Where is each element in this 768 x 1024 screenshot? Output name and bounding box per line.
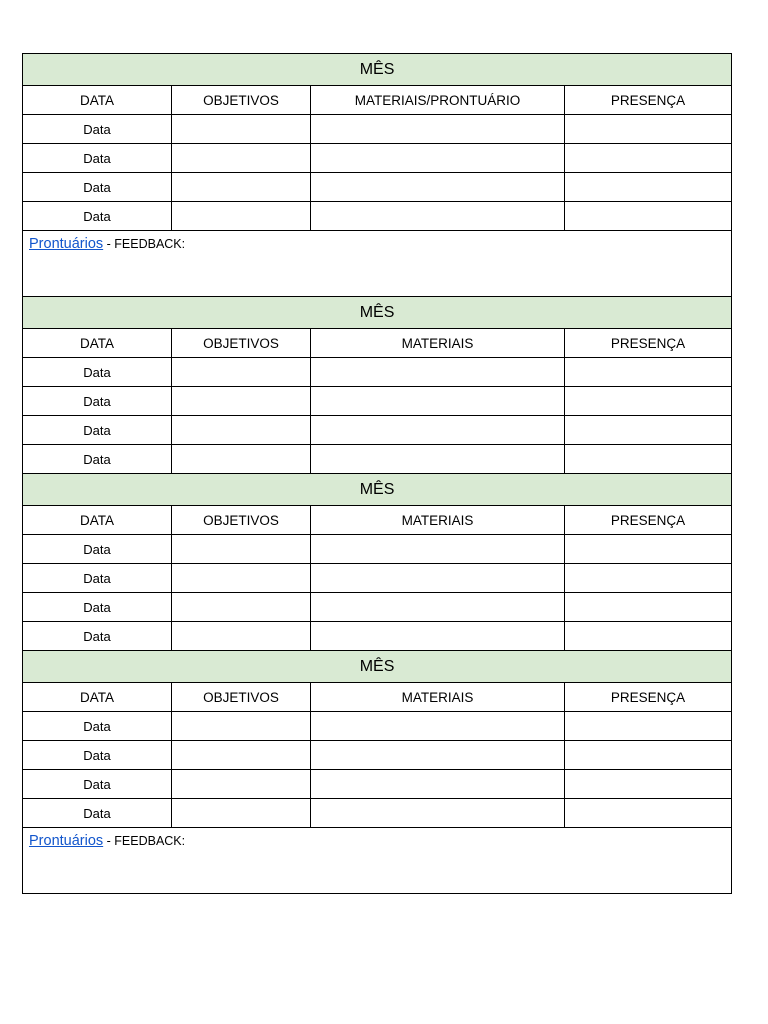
column-header-presenca: PRESENÇA [565, 506, 732, 535]
table-row [23, 770, 732, 799]
cell-data[interactable]: Data [23, 387, 172, 416]
cell-materiais[interactable] [311, 387, 565, 416]
cell-materiais[interactable] [311, 202, 565, 231]
cell-data[interactable]: Data [23, 741, 172, 770]
cell-presenca[interactable] [565, 622, 732, 651]
cell-objetivos[interactable] [172, 593, 311, 622]
cell-data[interactable]: Data [23, 593, 172, 622]
cell-materiais[interactable] [311, 416, 565, 445]
cell-objetivos[interactable] [172, 445, 311, 474]
cell-data[interactable]: Data [23, 115, 172, 144]
cell-materiais[interactable] [311, 445, 565, 474]
column-header-row [23, 506, 732, 535]
table-row [23, 712, 732, 741]
feedback-row [23, 231, 732, 297]
cell-presenca[interactable] [565, 712, 732, 741]
cell-presenca[interactable] [565, 115, 732, 144]
month-title: MÊS [23, 297, 732, 329]
column-header-materiais: MATERIAIS [311, 506, 565, 535]
cell-materiais[interactable] [311, 115, 565, 144]
cell-materiais[interactable] [311, 144, 565, 173]
column-header-presenca: PRESENÇA [565, 86, 732, 115]
column-header-row [23, 329, 732, 358]
cell-materiais[interactable] [311, 593, 565, 622]
cell-presenca[interactable] [565, 202, 732, 231]
month-title: MÊS [23, 651, 732, 683]
table-row [23, 358, 732, 387]
cell-objetivos[interactable] [172, 712, 311, 741]
cell-data[interactable]: Data [23, 445, 172, 474]
table-row [23, 445, 732, 474]
attendance-sheet [22, 53, 731, 894]
cell-materiais[interactable] [311, 564, 565, 593]
column-header-objetivos: OBJETIVOS [172, 86, 311, 115]
cell-objetivos[interactable] [172, 358, 311, 387]
cell-presenca[interactable] [565, 799, 732, 828]
cell-objetivos[interactable] [172, 173, 311, 202]
table-row [23, 593, 732, 622]
cell-objetivos[interactable] [172, 115, 311, 144]
column-header-data: DATA [23, 683, 172, 712]
cell-objetivos[interactable] [172, 741, 311, 770]
cell-presenca[interactable] [565, 387, 732, 416]
column-header-materiais: MATERIAIS [311, 683, 565, 712]
cell-data[interactable]: Data [23, 535, 172, 564]
cell-data[interactable]: Data [23, 202, 172, 231]
table-row [23, 622, 732, 651]
cell-data[interactable]: Data [23, 416, 172, 445]
cell-materiais[interactable] [311, 712, 565, 741]
column-header-data: DATA [23, 329, 172, 358]
cell-materiais[interactable] [311, 741, 565, 770]
table-row [23, 416, 732, 445]
cell-objetivos[interactable] [172, 622, 311, 651]
cell-data[interactable]: Data [23, 799, 172, 828]
table-row [23, 741, 732, 770]
cell-data[interactable]: Data [23, 622, 172, 651]
column-header-materiais: MATERIAIS [311, 329, 565, 358]
cell-objetivos[interactable] [172, 535, 311, 564]
column-header-data: DATA [23, 86, 172, 115]
cell-data[interactable]: Data [23, 770, 172, 799]
table-row [23, 799, 732, 828]
feedback-cell[interactable] [23, 828, 732, 894]
column-header-row [23, 683, 732, 712]
cell-materiais[interactable] [311, 770, 565, 799]
cell-data[interactable]: Data [23, 144, 172, 173]
cell-presenca[interactable] [565, 416, 732, 445]
prontuarios-link[interactable]: Prontuários [29, 236, 104, 252]
cell-data[interactable]: Data [23, 564, 172, 593]
cell-materiais[interactable] [311, 535, 565, 564]
column-header-objetivos: OBJETIVOS [172, 683, 311, 712]
cell-presenca[interactable] [565, 358, 732, 387]
column-header-data: DATA [23, 506, 172, 535]
feedback-label: - FEEDBACK: [103, 834, 186, 848]
cell-data[interactable]: Data [23, 358, 172, 387]
cell-objetivos[interactable] [172, 202, 311, 231]
table-row [23, 202, 732, 231]
cell-materiais[interactable] [311, 622, 565, 651]
cell-presenca[interactable] [565, 593, 732, 622]
table-row [23, 115, 732, 144]
column-header-row [23, 86, 732, 115]
cell-presenca[interactable] [565, 535, 732, 564]
cell-objetivos[interactable] [172, 416, 311, 445]
cell-materiais[interactable] [311, 173, 565, 202]
table-row [23, 387, 732, 416]
cell-presenca[interactable] [565, 741, 732, 770]
table-row [23, 144, 732, 173]
month-header-row [23, 297, 732, 329]
month-header-row [23, 651, 732, 683]
cell-presenca[interactable] [565, 564, 732, 593]
month-header-row [23, 54, 732, 86]
cell-materiais[interactable] [311, 358, 565, 387]
cell-presenca[interactable] [565, 770, 732, 799]
cell-objetivos[interactable] [172, 564, 311, 593]
column-header-presenca: PRESENÇA [565, 329, 732, 358]
month-header-row [23, 474, 732, 506]
cell-objetivos[interactable] [172, 387, 311, 416]
cell-objetivos[interactable] [172, 144, 311, 173]
feedback-label: - FEEDBACK: [103, 237, 186, 251]
attendance-table [22, 53, 732, 894]
table-row [23, 564, 732, 593]
month-title: MÊS [23, 474, 732, 506]
cell-presenca[interactable] [565, 445, 732, 474]
cell-presenca[interactable] [565, 173, 732, 202]
prontuarios-link[interactable]: Prontuários [29, 833, 104, 849]
month-title: MÊS [23, 54, 732, 86]
table-row [23, 535, 732, 564]
cell-data[interactable]: Data [23, 712, 172, 741]
feedback-row [23, 828, 732, 894]
table-row [23, 173, 732, 202]
cell-objetivos[interactable] [172, 770, 311, 799]
column-header-objetivos: OBJETIVOS [172, 506, 311, 535]
cell-presenca[interactable] [565, 144, 732, 173]
feedback-cell[interactable] [23, 231, 732, 297]
cell-objetivos[interactable] [172, 799, 311, 828]
cell-materiais[interactable] [311, 799, 565, 828]
column-header-presenca: PRESENÇA [565, 683, 732, 712]
column-header-materiais: MATERIAIS/PRONTUÁRIO [311, 86, 565, 115]
cell-data[interactable]: Data [23, 173, 172, 202]
column-header-objetivos: OBJETIVOS [172, 329, 311, 358]
